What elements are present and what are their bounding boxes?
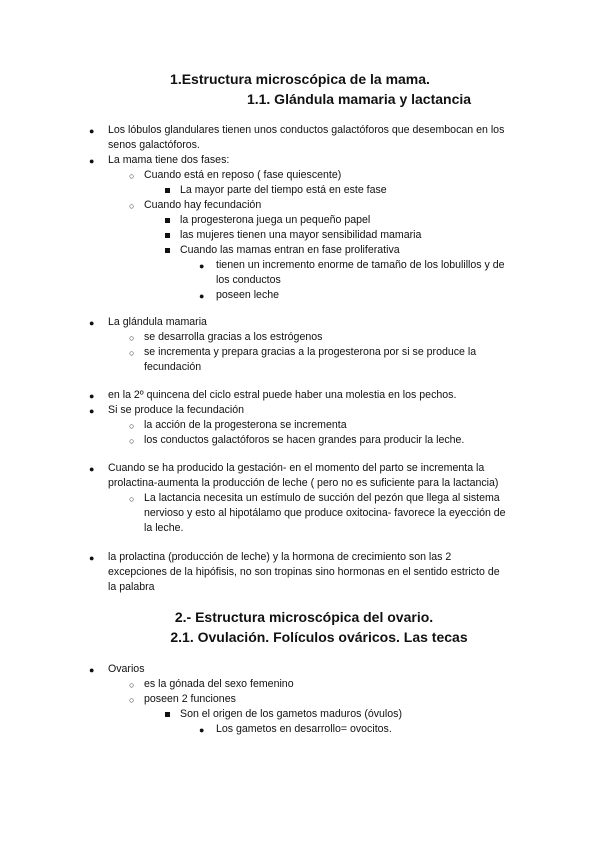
list-item: La lactancia necesita un estímulo de succión del pezón que llega al sistema	[144, 492, 500, 504]
list-item-continuation: excepciones de la hipófisis, no son tropinas sino hormonas en el sentido estricto de	[108, 566, 500, 578]
list-item: Ovarios	[108, 663, 145, 675]
disc-bullet: ●	[199, 261, 205, 271]
list-item-continuation: nervioso y esto al hipotálamo que produce oxitocina- favorece la eyección de	[144, 507, 506, 519]
disc-bullet: ●	[199, 291, 205, 301]
list-item: Cuando está en reposo ( fase quiescente)	[144, 169, 342, 181]
circle-bullet: ○	[129, 333, 135, 343]
list-item: los conductos galactóforos se hacen grandes para producir la leche.	[144, 434, 465, 446]
list-item: Cuando las mamas entran en fase proliferativa	[180, 244, 400, 256]
list-item: Los gametos en desarrollo= ovocitos.	[216, 723, 392, 735]
list-item: tienen un incremento enorme de tamaño de los lobulillos y de	[216, 259, 505, 271]
section-1-title: 1.Estructura microscópica de la mama.	[170, 71, 430, 87]
circle-bullet: ○	[129, 201, 135, 211]
list-item-continuation: la leche.	[144, 522, 184, 534]
circle-bullet: ○	[129, 680, 135, 690]
list-item: Cuando hay fecundación	[144, 199, 262, 211]
section-2-title: 2.- Estructura microscópica del ovario.	[174, 609, 434, 625]
square-bullet	[165, 712, 170, 717]
list-item: Cuando se ha producido la gestación- en el momento del parto se incrementa la	[108, 462, 485, 474]
list-item: Si se produce la fecundación	[108, 404, 245, 416]
section-2-subtitle: 2.1. Ovulación. Folículos ováricos. Las tecas	[170, 629, 468, 645]
section-1-subtitle: 1.1. Glándula mamaria y lactancia	[246, 91, 472, 107]
square-bullet	[165, 218, 170, 223]
list-item: La mayor parte del tiempo está en este fase	[180, 184, 387, 196]
circle-bullet: ○	[129, 494, 135, 504]
list-item: poseen 2 funciones	[144, 693, 236, 705]
list-item: en la 2º quincena del ciclo estral puede haber una molestia en los pechos.	[108, 389, 457, 401]
disc-bullet: ●	[89, 406, 95, 416]
circle-bullet: ○	[129, 171, 135, 181]
circle-bullet: ○	[129, 436, 135, 446]
disc-bullet: ●	[89, 391, 95, 401]
square-bullet	[165, 248, 170, 253]
list-item: es la gónada del sexo femenino	[144, 678, 294, 690]
list-item-continuation: la palabra	[108, 581, 155, 593]
list-item-continuation: los conductos	[216, 274, 281, 286]
square-bullet	[165, 188, 170, 193]
list-item-continuation: prolactina-aumenta la producción de leche ( pero no es suficiente para la lactancia)	[108, 477, 499, 489]
disc-bullet: ●	[89, 156, 95, 166]
square-bullet	[165, 233, 170, 238]
list-item: poseen leche	[216, 289, 280, 301]
list-item: la prolactina (producción de leche) y la hormona de crecimiento son las 2	[108, 551, 452, 563]
disc-bullet: ●	[89, 553, 95, 563]
disc-bullet: ●	[89, 126, 95, 136]
list-item: Son el origen de los gametos maduros (óvulos)	[180, 708, 402, 720]
circle-bullet: ○	[129, 348, 135, 358]
list-item-continuation: senos galactóforos.	[108, 139, 200, 151]
list-item-continuation: fecundación	[144, 361, 202, 373]
disc-bullet: ●	[89, 464, 95, 474]
list-item: La glándula mamaria	[108, 316, 207, 328]
list-item: La mama tiene dos fases:	[108, 154, 230, 166]
list-item: se desarrolla gracias a los estrógenos	[144, 331, 323, 343]
list-item: las mujeres tienen una mayor sensibilidad mamaria	[180, 229, 422, 241]
disc-bullet: ●	[199, 725, 205, 735]
disc-bullet: ●	[89, 318, 95, 328]
disc-bullet: ●	[89, 665, 95, 675]
list-item: la acción de la progesterona se incrementa	[144, 419, 347, 431]
list-item: se incrementa y prepara gracias a la progesterona por si se produce la	[144, 346, 477, 358]
list-item: la progesterona juega un pequeño papel	[180, 214, 371, 226]
list-item: Los lóbulos glandulares tienen unos conductos galactóforos que desembocan en los	[108, 124, 505, 136]
circle-bullet: ○	[129, 421, 135, 431]
circle-bullet: ○	[129, 695, 135, 705]
